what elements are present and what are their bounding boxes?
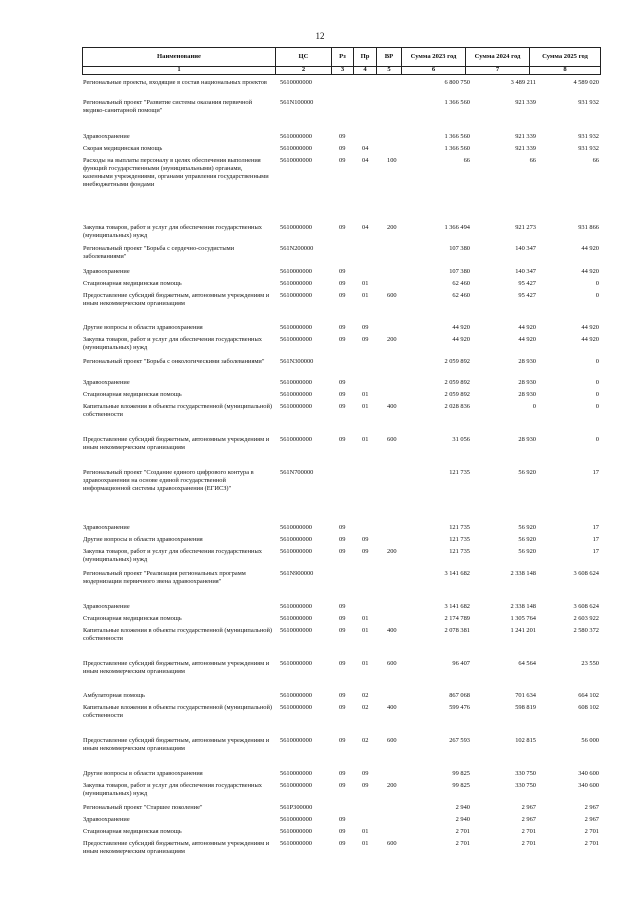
row-sum-2023: 2 028 836 [444,403,470,410]
row-name: Здравоохранение [83,379,130,386]
row-sum-2023: 62 460 [452,280,470,287]
row-rz: 09 [339,292,346,299]
row-name: Другие вопросы в области здравоохранения [83,770,203,777]
col-number: 7 [466,67,530,75]
row-rz: 09 [339,770,346,777]
row-rz: 09 [339,840,346,847]
col-number: 5 [377,67,402,75]
row-sum-2023: 44 920 [452,336,470,343]
row-cs: 5610000000 [280,737,312,744]
row-name: Закупка товаров, работ и услуг для обеспечения государственных (муниципальных) нужд [83,548,262,564]
row-pr: 01 [362,280,369,287]
row-cs: 5610000000 [280,524,312,531]
row-sum-2023: 121 735 [449,524,470,531]
row-sum-2025: 17 [592,548,599,555]
row-cs: 5610000000 [280,79,312,86]
row-sum-2024: 0 [532,403,536,410]
row-sum-2024: 44 920 [518,336,536,343]
row-sum-2024: 3 489 211 [510,79,536,86]
row-rz: 09 [339,268,346,275]
row-rz: 09 [339,224,346,231]
row-rz: 09 [339,403,346,410]
row-name: Региональный проект "Развитие системы оказания первичной медико-санитарной помощи" [83,99,253,115]
row-pr: 01 [362,403,369,410]
row-name: Стационарная медицинская помощь [83,615,182,622]
row-sum-2023: 2 940 [455,816,470,823]
row-sum-2025: 931 932 [578,99,599,106]
row-rz: 09 [339,737,346,744]
row-sum-2023: 3 141 682 [444,603,470,610]
row-sum-2023: 66 [463,157,470,164]
row-sum-2025: 17 [592,469,599,476]
row-sum-2025: 44 920 [581,336,599,343]
row-name: Предоставление субсидий бюджетным, автономным учреждениям и иным некоммерческим организациям [83,737,270,753]
row-vr: 200 [387,548,397,555]
row-cs: 561N300000 [280,358,314,365]
col-number: 8 [530,67,601,75]
row-sum-2023: 2 059 892 [444,379,470,386]
row-sum-2023: 107 380 [449,245,470,252]
row-vr: 600 [387,660,397,667]
row-cs: 5610000000 [280,704,312,711]
row-pr: 01 [362,292,369,299]
row-rz: 09 [339,660,346,667]
row-sum-2025: 608 102 [578,704,599,711]
row-cs: 561N900000 [280,570,314,577]
row-name: Закупка товаров, работ и услуг для обеспечения государственных (муниципальных) нужд [83,782,262,798]
row-sum-2023: 121 735 [449,548,470,555]
row-name: Предоставление субсидий бюджетным, автономным учреждениям и иным некоммерческим организациям [83,840,270,856]
row-cs: 5610000000 [280,292,312,299]
row-sum-2023: 1 366 494 [444,224,470,231]
row-name: Стационарная медицинская помощь [83,280,182,287]
row-sum-2025: 0 [595,391,599,398]
row-pr: 01 [362,627,369,634]
row-pr: 02 [362,704,369,711]
row-sum-2025: 66 [592,157,599,164]
col-header-sum-2023: Сумма 2023 год [402,48,466,67]
row-cs: 5610000000 [280,548,312,555]
row-cs: 5610000000 [280,280,312,287]
row-vr: 200 [387,224,397,231]
col-number: 4 [354,67,377,75]
row-vr: 400 [387,704,397,711]
row-sum-2024: 102 815 [515,737,536,744]
row-pr: 09 [362,782,369,789]
column-number-row [83,67,601,75]
row-sum-2023: 99 825 [452,782,470,789]
row-cs: 5610000000 [280,324,312,331]
col-header-sum-2025: Сумма 2025 год [530,48,601,67]
row-vr: 400 [387,403,397,410]
row-vr: 600 [387,292,397,299]
row-sum-2025: 2 967 [584,804,599,811]
row-rz: 09 [339,828,346,835]
row-sum-2025: 56 000 [581,737,599,744]
row-pr: 09 [362,324,369,331]
row-sum-2024: 598 819 [515,704,536,711]
row-sum-2024: 140 347 [515,268,536,275]
row-sum-2024: 330 750 [515,770,536,777]
row-sum-2025: 2 701 [584,828,599,835]
row-sum-2024: 330 750 [515,782,536,789]
row-sum-2025: 931 932 [578,145,599,152]
row-pr: 01 [362,828,369,835]
col-number: 6 [402,67,466,75]
row-name: Региональный проект "Борьба с сердечно-сосудистыми заболеваниями" [83,245,235,261]
row-name: Региональный проект "Старшее поколение" [83,804,203,811]
row-sum-2023: 44 920 [452,324,470,331]
row-name: Другие вопросы в области здравоохранения [83,536,203,543]
row-vr: 400 [387,627,397,634]
row-name: Капитальные вложения в объекты государственной (муниципальной) собственности [83,403,273,419]
row-sum-2025: 2 580 372 [573,627,599,634]
row-cs: 5610000000 [280,660,312,667]
row-sum-2024: 28 930 [518,379,536,386]
row-rz: 09 [339,627,346,634]
row-sum-2025: 44 920 [581,268,599,275]
row-sum-2023: 2 078 381 [444,627,470,634]
row-cs: 561N700000 [280,469,314,476]
row-cs: 561N100000 [280,99,314,106]
row-sum-2023: 267 593 [449,737,470,744]
row-sum-2024: 921 273 [515,224,536,231]
row-sum-2025: 44 920 [581,245,599,252]
row-cs: 5610000000 [280,782,312,789]
row-sum-2025: 3 608 624 [573,570,599,577]
row-name: Капитальные вложения в объекты государственной (муниципальной) собственности [83,704,273,720]
row-sum-2025: 17 [592,524,599,531]
row-sum-2024: 2 701 [521,840,536,847]
row-cs: 5610000000 [280,627,312,634]
row-rz: 09 [339,379,346,386]
row-sum-2025: 3 608 624 [573,603,599,610]
row-sum-2024: 2 967 [521,816,536,823]
row-sum-2025: 340 600 [578,770,599,777]
row-sum-2024: 95 427 [518,292,536,299]
row-vr: 200 [387,782,397,789]
row-name: Региональный проект "Создание единого цифрового контура в здравоохранении на основе единой государственной информационной системы здравоохранения (ЕГИСЗ)" [83,469,254,493]
col-number: 2 [276,67,332,75]
row-name: Региональный проект "Реализация региональных программ модернизации первичного звена здравоохранения" [83,570,246,586]
page-number: 12 [315,31,325,41]
row-sum-2025: 2 603 922 [573,615,599,622]
col-number: 1 [83,67,276,75]
row-cs: 5610000000 [280,816,312,823]
row-name: Здравоохранение [83,268,130,275]
row-sum-2024: 2 338 148 [510,570,536,577]
row-name: Региональный проект "Борьба с онкологическими заболеваниями" [83,358,265,365]
row-cs: 5610000000 [280,603,312,610]
row-rz: 09 [339,391,346,398]
row-sum-2024: 64 564 [518,660,536,667]
row-sum-2025: 2 967 [584,816,599,823]
row-rz: 09 [339,536,346,543]
row-name: Предоставление субсидий бюджетным, автономным учреждениям и иным некоммерческим организациям [83,436,270,452]
row-sum-2024: 28 930 [518,358,536,365]
col-header-name: Наименование [83,48,276,67]
row-cs: 5610000000 [280,268,312,275]
row-cs: 5610000000 [280,436,312,443]
row-sum-2025: 44 920 [581,324,599,331]
row-sum-2023: 2 174 789 [444,615,470,622]
row-cs: 5610000000 [280,391,312,398]
row-name: Другие вопросы в области здравоохранения [83,324,203,331]
row-sum-2024: 28 930 [518,391,536,398]
col-header-sum-2024: Сумма 2024 год [466,48,530,67]
table-header [82,47,601,75]
row-sum-2024: 2 967 [521,804,536,811]
row-vr: 600 [387,840,397,847]
row-name: Региональные проекты, входящие в состав национальных проектов [83,79,267,86]
row-vr: 600 [387,737,397,744]
row-rz: 09 [339,692,346,699]
row-cs: 5610000000 [280,403,312,410]
row-pr: 09 [362,548,369,555]
row-sum-2023: 867 068 [449,692,470,699]
row-rz: 09 [339,145,346,152]
row-sum-2024: 921 339 [515,133,536,140]
row-vr: 100 [387,157,397,164]
row-sum-2025: 0 [595,292,599,299]
row-sum-2023: 2 701 [455,840,470,847]
row-cs: 5610000000 [280,224,312,231]
row-pr: 09 [362,770,369,777]
row-sum-2025: 2 701 [584,840,599,847]
row-rz: 09 [339,324,346,331]
row-cs: 5610000000 [280,379,312,386]
col-header-rz: Рз [332,48,354,67]
row-sum-2024: 56 920 [518,536,536,543]
row-rz: 09 [339,548,346,555]
row-sum-2023: 121 735 [449,469,470,476]
row-name: Здравоохранение [83,524,130,531]
row-name: Амбулаторная помощь [83,692,145,699]
row-sum-2023: 1 366 560 [444,133,470,140]
row-sum-2024: 2 701 [521,828,536,835]
row-name: Закупка товаров, работ и услуг для обеспечения государственных (муниципальных) нужд [83,224,262,240]
row-sum-2024: 1 305 764 [510,615,536,622]
row-sum-2023: 3 141 682 [444,570,470,577]
row-sum-2023: 31 056 [452,436,470,443]
row-name: Здравоохранение [83,133,130,140]
row-pr: 01 [362,436,369,443]
row-sum-2023: 2 059 892 [444,358,470,365]
row-sum-2025: 17 [592,536,599,543]
row-sum-2024: 66 [529,157,536,164]
row-sum-2024: 701 634 [515,692,536,699]
row-sum-2024: 44 920 [518,324,536,331]
row-rz: 09 [339,157,346,164]
header-row [83,48,601,67]
row-vr: 600 [387,436,397,443]
row-pr: 04 [362,157,369,164]
row-sum-2025: 0 [595,358,599,365]
row-sum-2023: 2 059 892 [444,391,470,398]
row-pr: 02 [362,737,369,744]
row-sum-2023: 99 825 [452,770,470,777]
row-rz: 09 [339,280,346,287]
row-sum-2023: 121 735 [449,536,470,543]
row-rz: 09 [339,615,346,622]
row-name: Здравоохранение [83,603,130,610]
row-cs: 5610000000 [280,615,312,622]
row-name: Предоставление субсидий бюджетным, автономным учреждениям и иным некоммерческим организациям [83,292,270,308]
row-sum-2025: 931 932 [578,133,599,140]
row-rz: 09 [339,816,346,823]
row-cs: 561N200000 [280,245,314,252]
col-header-pr: Пр [354,48,377,67]
row-pr: 01 [362,840,369,847]
row-sum-2023: 62 460 [452,292,470,299]
row-rz: 09 [339,782,346,789]
row-rz: 09 [339,133,346,140]
row-sum-2025: 4 589 020 [573,79,599,86]
row-sum-2024: 140 347 [515,245,536,252]
row-sum-2024: 56 920 [518,548,536,555]
row-name: Расходы на выплаты персоналу в целях обеспечения выполнения функций государственными (муниципальными) органами, казенными учреждениями, органами управления государственными внебюджетными фондами [83,157,269,189]
row-name: Здравоохранение [83,816,130,823]
row-sum-2024: 921 339 [515,99,536,106]
row-sum-2024: 1 241 201 [510,627,536,634]
row-name: Капитальные вложения в объекты государственной (муниципальной) собственности [83,627,273,643]
row-sum-2025: 664 102 [578,692,599,699]
row-pr: 09 [362,536,369,543]
row-rz: 09 [339,524,346,531]
row-pr: 04 [362,145,369,152]
row-cs: 5610000000 [280,692,312,699]
row-pr: 09 [362,336,369,343]
row-sum-2024: 921 339 [515,145,536,152]
row-sum-2025: 0 [595,403,599,410]
row-pr: 02 [362,692,369,699]
row-sum-2023: 1 366 560 [444,145,470,152]
row-cs: 561P300000 [280,804,313,811]
row-sum-2023: 2 940 [455,804,470,811]
row-rz: 09 [339,704,346,711]
row-sum-2025: 931 866 [578,224,599,231]
row-cs: 5610000000 [280,536,312,543]
row-cs: 5610000000 [280,145,312,152]
row-cs: 5610000000 [280,840,312,847]
row-sum-2025: 0 [595,280,599,287]
row-sum-2024: 56 920 [518,524,536,531]
col-number: 3 [332,67,354,75]
row-pr: 01 [362,391,369,398]
row-sum-2025: 0 [595,436,599,443]
row-sum-2024: 95 427 [518,280,536,287]
row-sum-2023: 1 366 560 [444,99,470,106]
row-pr: 04 [362,224,369,231]
row-sum-2025: 340 600 [578,782,599,789]
col-header-vr: ВР [377,48,402,67]
col-header-cs: ЦС [276,48,332,67]
row-vr: 200 [387,336,397,343]
row-sum-2024: 56 920 [518,469,536,476]
row-cs: 5610000000 [280,157,312,164]
row-sum-2024: 2 338 148 [510,603,536,610]
row-rz: 09 [339,603,346,610]
row-name: Стационарная медицинская помощь [83,828,182,835]
row-name: Стационарная медицинская помощь [83,391,182,398]
row-sum-2023: 96 407 [452,660,470,667]
row-sum-2023: 2 701 [455,828,470,835]
row-name: Скорая медицинская помощь [83,145,163,152]
row-pr: 01 [362,660,369,667]
row-sum-2023: 107 380 [449,268,470,275]
row-cs: 5610000000 [280,133,312,140]
row-pr: 01 [362,615,369,622]
row-rz: 09 [339,436,346,443]
row-cs: 5610000000 [280,336,312,343]
row-name: Предоставление субсидий бюджетным, автономным учреждениям и иным некоммерческим организациям [83,660,270,676]
row-sum-2025: 0 [595,379,599,386]
row-sum-2024: 28 930 [518,436,536,443]
row-cs: 5610000000 [280,828,312,835]
row-cs: 5610000000 [280,770,312,777]
row-sum-2023: 6 800 750 [444,79,470,86]
row-name: Закупка товаров, работ и услуг для обеспечения государственных (муниципальных) нужд [83,336,262,352]
row-sum-2025: 23 550 [581,660,599,667]
row-rz: 09 [339,336,346,343]
row-sum-2023: 599 476 [449,704,470,711]
